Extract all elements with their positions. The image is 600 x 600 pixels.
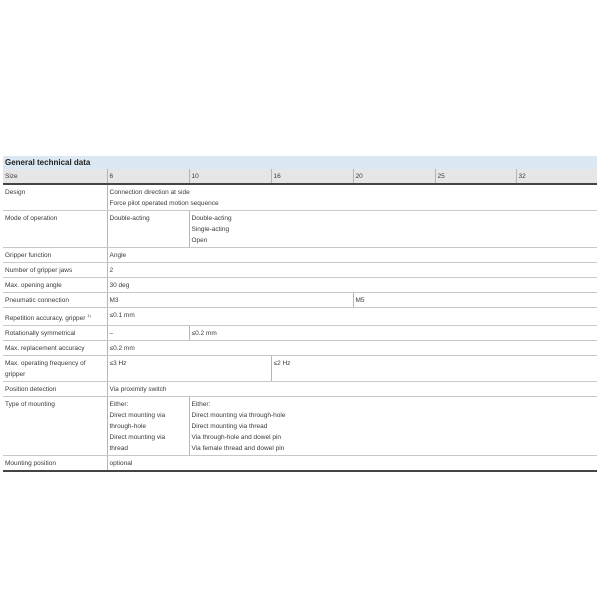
row-label: Number of gripper jaws [3,263,107,278]
section-title: General technical data [3,156,597,169]
size-6: 6 [107,169,189,184]
pneumatic-row [3,293,597,308]
function-value: Angle [107,248,597,263]
position-value: optional [107,456,597,472]
size-32: 32 [516,169,597,184]
replacement-row [3,341,597,356]
size-10: 10 [189,169,271,184]
row-label: Design [3,184,107,211]
mode-value-large: Double-acting Single-acting Open [189,211,597,248]
row-label: Position detection [3,382,107,397]
rotational-row [3,326,597,341]
mounting-value-small: Either: Direct mounting via through-hole Direct mounting via thread [107,397,189,456]
jaws-row [3,263,597,278]
mode-value-small: Double-acting [107,211,189,248]
row-label: Repetition accuracy, gripper $^{1)}$ [3,308,107,326]
frequency-value-large: ≤2 Hz [271,356,597,382]
frequency-row [3,356,597,382]
detection-row [3,382,597,397]
mounting-value-large: Either: Direct mounting via through-hole Direct mounting via thread Via through-hole and dowel pin Via female thread and dowel pin [189,397,597,456]
row-label: Gripper function [3,248,107,263]
detection-value: Via proximity switch [107,382,597,397]
technical-data-sheet [3,156,597,472]
row-label: Max. opening angle [3,278,107,293]
position-row [3,456,597,472]
size-label: Size [3,169,107,184]
angle-value: 30 deg [107,278,597,293]
mounting-row [3,397,597,456]
design-row [3,184,597,211]
mode-row [3,211,597,248]
pneumatic-value-large: M5 [353,293,597,308]
repetition-value: ≤0.1 mm [107,308,597,326]
size-row [3,169,597,184]
angle-row [3,278,597,293]
size-16: 16 [271,169,353,184]
rotational-value-large: ≤0.2 mm [189,326,597,341]
replacement-value: ≤0.2 mm [107,341,597,356]
row-label: Max. replacement accuracy [3,341,107,356]
technical-data-table [3,169,597,472]
row-label: Mode of operation [3,211,107,248]
row-label: Rotationally symmetrical [3,326,107,341]
row-label: Max. operating frequency of gripper [3,356,107,382]
rotational-value-small: – [107,326,189,341]
function-row [3,248,597,263]
row-label: Mounting position [3,456,107,472]
size-20: 20 [353,169,435,184]
row-label: Type of mounting [3,397,107,456]
pneumatic-value-small: M3 [107,293,353,308]
frequency-value-small: ≤3 Hz [107,356,271,382]
footnote-marker: 1) [87,312,91,318]
size-25: 25 [435,169,516,184]
jaws-value: 2 [107,263,597,278]
row-label: Pneumatic connection [3,293,107,308]
design-value: Connection direction at side Force pilot operated motion sequence [107,184,597,211]
repetition-row [3,308,597,326]
